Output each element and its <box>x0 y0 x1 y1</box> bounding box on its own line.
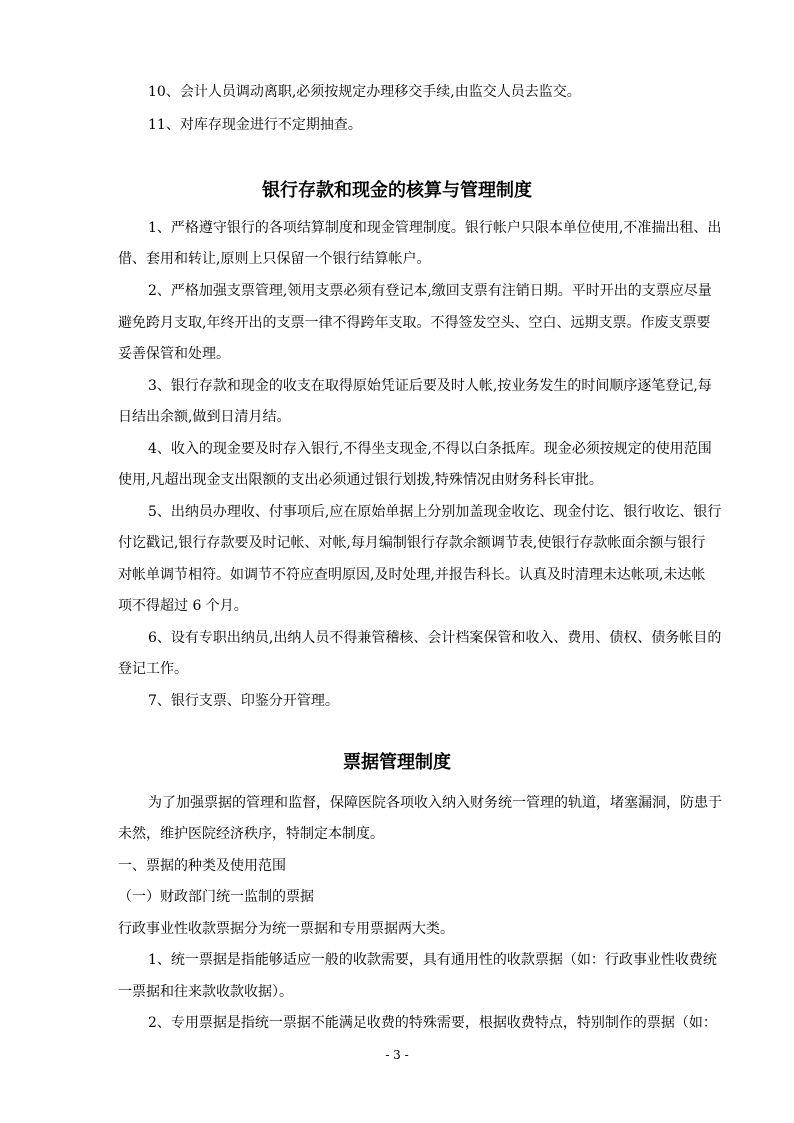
bank-line: 避免跨月支取,年终开出的支票一律不得跨年支取。不得签发空头、空白、远期支票。作废支票要 <box>118 315 711 331</box>
bank-line: 3、银行存款和现金的收支在取得原始凭证后要及时人帐,按业务发生的时间顺序逐笔登记,每 <box>148 378 712 394</box>
bank-line: 妥善保管和处理。 <box>118 346 230 362</box>
bank-line: 项不得超过 6 个月。 <box>118 598 248 614</box>
page-number: - 3 - <box>385 1048 409 1062</box>
bank-line: 1、严格遵守银行的各项结算制度和现金管理制度。银行帐户只限本单位使用,不准揣出租、出 <box>148 220 722 236</box>
bank-line: 日结出余额,做到日清月结。 <box>118 409 291 425</box>
bill-line: 为了加强票据的管理和监督，保障医院各项收入纳入财务统一管理的轨道，堵塞漏洞，防患于 <box>148 795 722 811</box>
bank-line: 对帐单调节相符。如调节不符应查明原因,及时处理,并报告科长。认真及时清理未达帐项,未达帐 <box>118 567 706 583</box>
bank-line: 借、套用和转让,原则上只保留一个银行结算帐户。 <box>118 251 431 267</box>
bill-line: 行政事业性收款票据分为统一票据和专用票据两大类。 <box>118 921 454 937</box>
bank-line: 付讫戳记,银行存款要及时记帐、对帐,每月编制银行存款余额调节表,使银行存款帐面余额与银行 <box>118 535 706 551</box>
bank-line: 2、严格加强支票管理,领用支票必须有登记本,缴回支票有注销日期。平时开出的支票应尽量 <box>148 283 712 299</box>
bank-line: 登记工作。 <box>118 661 188 677</box>
bill-section-title: 票据管理制度 <box>343 752 451 773</box>
bill-line: 未然，维护医院经济秩序，特制定本制度。 <box>118 826 384 842</box>
bank-line: 4、收入的现金要及时存入银行,不得坐支现金,不得以白条抵库。现金必须按规定的使用范围 <box>148 441 712 457</box>
top-item-10: 10、会计人员调动离职,必须按规定办理移交手续,由监交人员去监交。 <box>148 84 581 100</box>
bank-line: 5、出纳员办理收、付事项后,应在原始单据上分别加盖现金收讫、现金付讫、银行收讫、银行 <box>148 504 722 520</box>
top-item-11: 11、对库存现金进行不定期抽查。 <box>148 117 362 133</box>
bill-line: 一票据和往来款收款收据）。 <box>118 984 293 1000</box>
bill-line: 2、专用票据是指统一票据不能满足收费的特殊需要，根据收费特点，特别制作的票据（如： <box>148 1015 717 1031</box>
bank-line: 7、银行支票、印鉴分开管理。 <box>148 693 339 709</box>
bank-line: 6、设有专职出纳员,出纳人员不得兼管稽核、会计档案保管和收入、费用、债权、债务帐目的 <box>148 630 722 646</box>
bank-line: 使用,凡超出现金支出限额的支出必须通过银行划拨,特殊情况由财务科长审批。 <box>118 472 603 488</box>
bank-section-title: 银行存款和现金的核算与管理制度 <box>262 180 532 201</box>
bill-line: 一、票据的种类及使用范围 <box>118 858 286 874</box>
bill-line: （一）财政部门统一监制的票据 <box>118 889 314 905</box>
bill-line: 1、统一票据是指能够适应一般的收款需要，具有通用性的收款票据（如：行政事业性收费统 <box>148 952 717 968</box>
